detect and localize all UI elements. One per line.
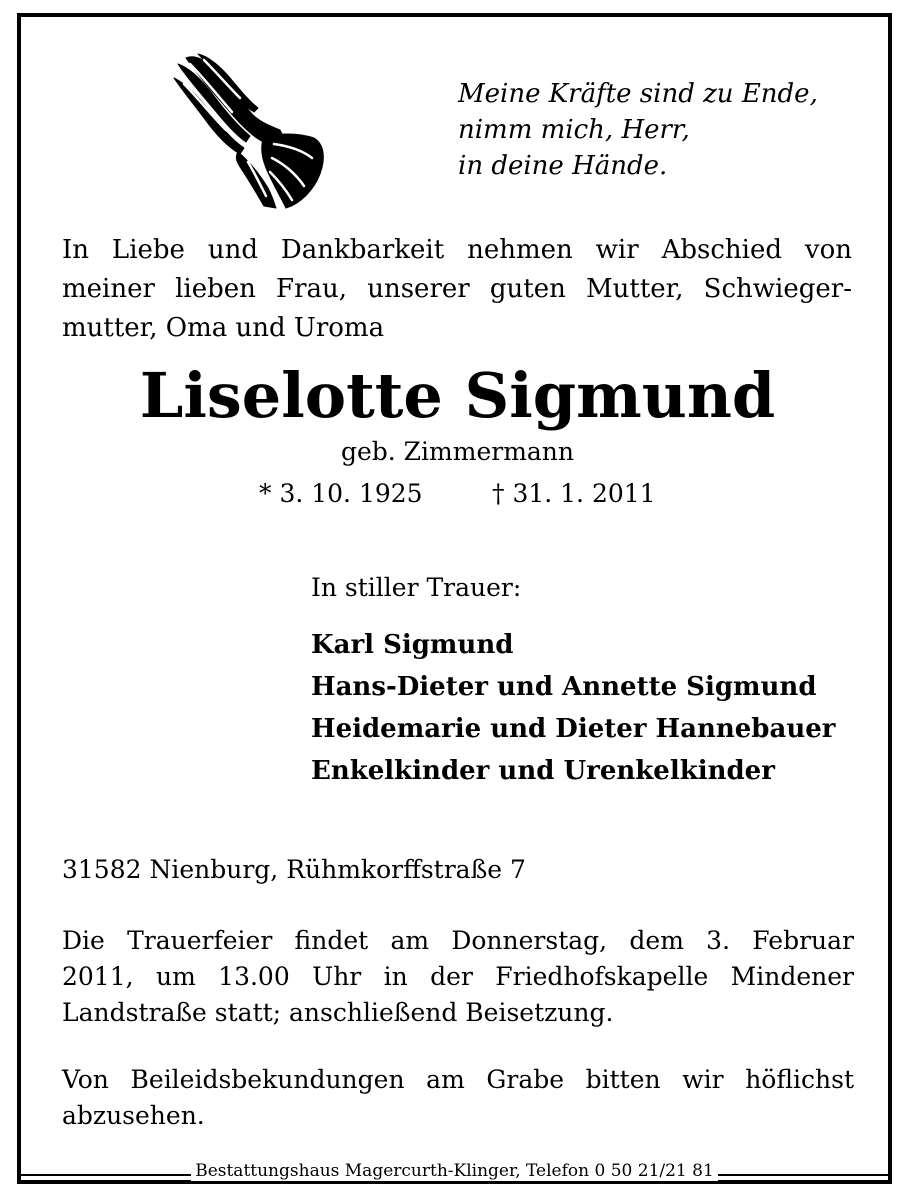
intro-text <box>62 231 852 348</box>
mourner-name: Enkelkinder und Urenkelkinder <box>311 756 775 786</box>
intro-line: meiner lieben Frau, unserer guten Mutter, Schwieger- <box>62 274 852 304</box>
mourner-name: Heidemarie und Dieter Hannebauer <box>311 714 836 744</box>
condolence-line: Von Beileidsbekundungen am Grabe bitten wir höflichst <box>62 1065 854 1094</box>
mourning-heading: In stiller Trauer: <box>311 573 522 602</box>
verse-line: Meine Kräfte sind zu Ende, <box>458 79 818 109</box>
funeral-home-line <box>21 1160 888 1182</box>
mourners-list <box>311 624 835 792</box>
praying-hands-icon <box>168 50 330 210</box>
verse-line: nimm mich, Herr, <box>458 115 690 145</box>
mourner-name: Karl Sigmund <box>311 630 514 660</box>
condolence-line: abzusehen. <box>62 1101 205 1130</box>
verse-line: in deine Hände. <box>458 151 668 181</box>
intro-line: mutter, Oma und Uroma <box>62 313 385 343</box>
footer <box>21 1160 888 1182</box>
address: 31582 Nienburg, Rühmkorffstraße 7 <box>62 855 526 884</box>
ceremony-text <box>62 923 854 1031</box>
ceremony-line: 2011, um 13.00 Uhr in der Friedhofskapelle Mindener <box>62 962 854 991</box>
verse <box>458 76 818 184</box>
condolence-text <box>62 1062 854 1134</box>
ceremony-line: Landstraße statt; anschließend Beisetzung. <box>62 998 614 1027</box>
deceased-name: Liselotte Sigmund <box>139 359 776 432</box>
death-date: † 31. 1. 2011 <box>492 479 656 508</box>
mourner-name: Hans-Dieter und Annette Sigmund <box>311 672 817 702</box>
birth-name: geb. Zimmermann <box>340 437 575 466</box>
funeral-home-text: Bestattungshaus Magercurth-Klinger, Telefon 0 50 21/21 81 <box>191 1161 718 1181</box>
ceremony-line: Die Trauerfeier findet am Donnerstag, dem 3. Februar <box>62 926 854 955</box>
birth-date: * 3. 10. 1925 <box>259 479 423 508</box>
intro-line: In Liebe und Dankbarkeit nehmen wir Abschied von <box>62 235 852 265</box>
